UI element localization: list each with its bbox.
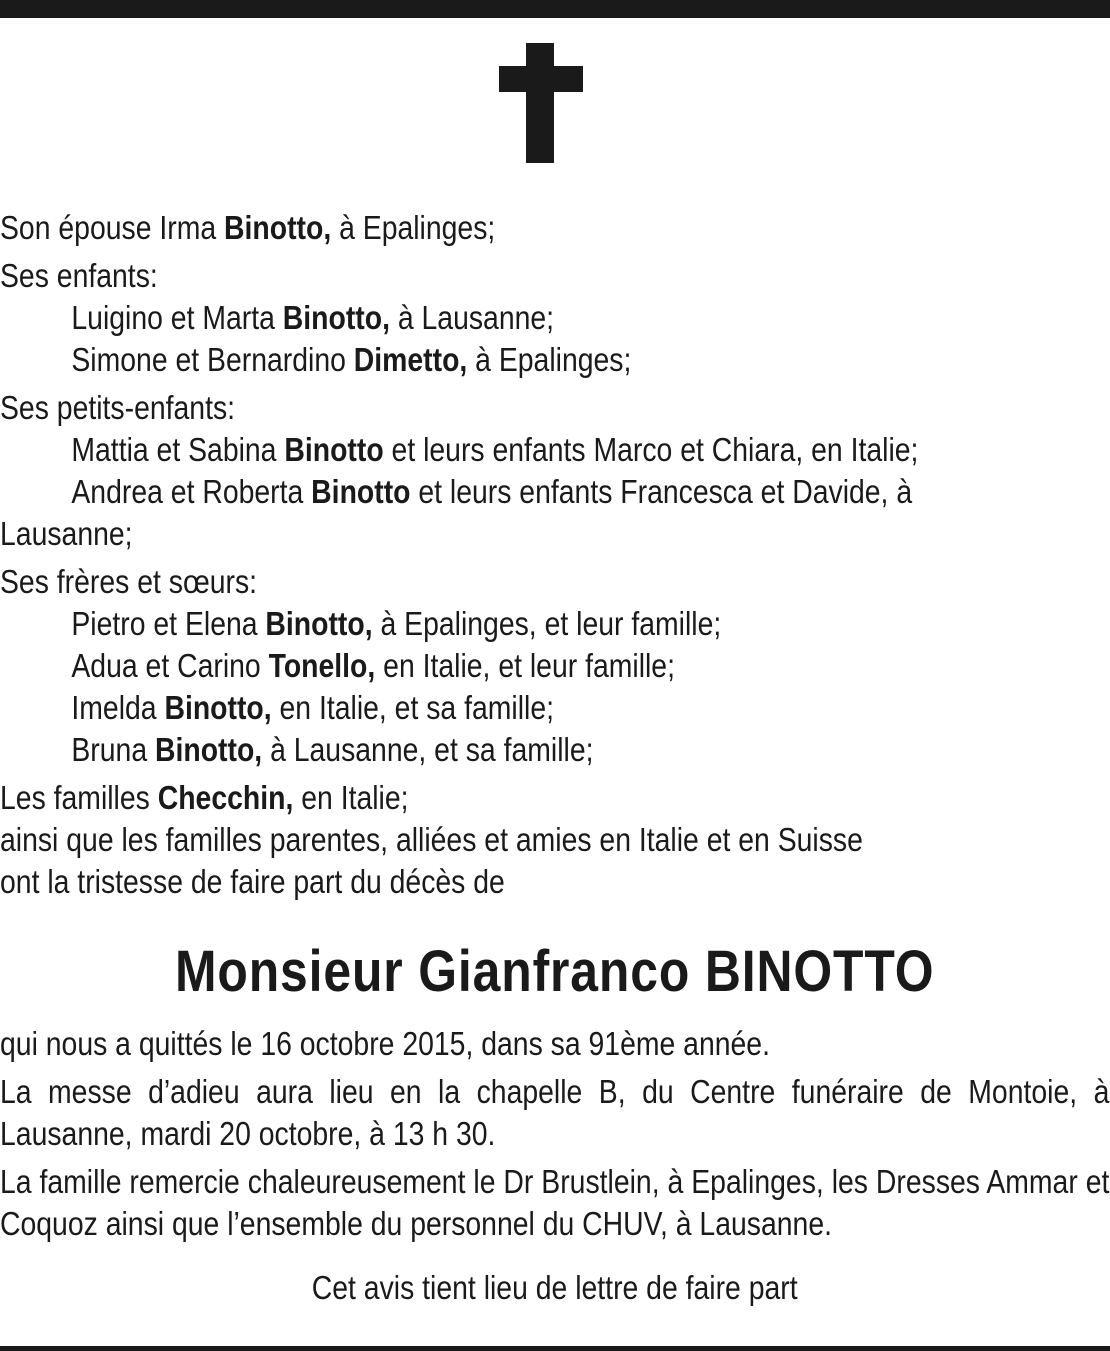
- bottom-rule: [0, 1346, 1110, 1351]
- sibling-line: Bruna Binotto, à Lausanne, et sa famille;: [71, 731, 594, 768]
- top-rule: [0, 0, 1110, 18]
- passed-line: qui nous a quittés le 16 octobre 2015, dans sa 91ème année.: [0, 1025, 770, 1062]
- sibling-line: Adua et Carino Tonello, en Italie, et leur famille;: [71, 647, 675, 684]
- announce-line: ont la tristesse de faire part du décès de: [0, 863, 505, 900]
- grandchild-line: Mattia et Sabina Binotto et leurs enfants Marco et Chiara, en Italie;: [71, 431, 919, 468]
- child-line: Simone et Bernardino Dimetto, à Epalinges;: [71, 341, 632, 378]
- sibling-line: Pietro et Elena Binotto, à Epalinges, et leur famille;: [71, 605, 722, 642]
- obituary-text: [0, 207, 1110, 1309]
- spouse-line: Son épouse Irma Binotto, à Epalinges;: [0, 209, 496, 246]
- cross-icon: [499, 43, 583, 163]
- families-line: Les familles Checchin, en Italie;: [0, 779, 409, 816]
- child-line: Luigino et Marta Binotto, à Lausanne;: [71, 299, 555, 336]
- closing-line: Cet avis tient lieu de lettre de faire part: [311, 1269, 798, 1306]
- grandchildren-heading: Ses petits-enfants:: [0, 389, 236, 426]
- relatives-line: ainsi que les familles parentes, alliées et amies en Italie et en Suisse: [0, 821, 863, 858]
- sibling-line: Imelda Binotto, en Italie, et sa famille;: [71, 689, 554, 726]
- mass-paragraph: La messe d’adieu aura lieu en la chapelle B, du Centre funéraire de Montoie, à Lausanne, mardi 20 octobre, à 13 h 30.: [0, 1073, 1110, 1152]
- children-heading: Ses enfants:: [0, 257, 158, 294]
- grandchild-line: Andrea et Roberta Binotto et leurs enfants Francesca et Davide, à: [71, 473, 913, 510]
- deceased-name: Monsieur Gianfranco BINOTTO: [174, 939, 935, 1004]
- siblings-heading: Ses frères et sœurs:: [0, 563, 258, 600]
- thanks-paragraph: La famille remercie chaleureusement le Dr Brustlein, à Epalinges, les Dresses Ammar et Coquoz ainsi que l’ensemble du personnel du CHUV, à Lausanne.: [0, 1163, 1110, 1242]
- grandchild-line-cont: Lausanne;: [0, 515, 133, 552]
